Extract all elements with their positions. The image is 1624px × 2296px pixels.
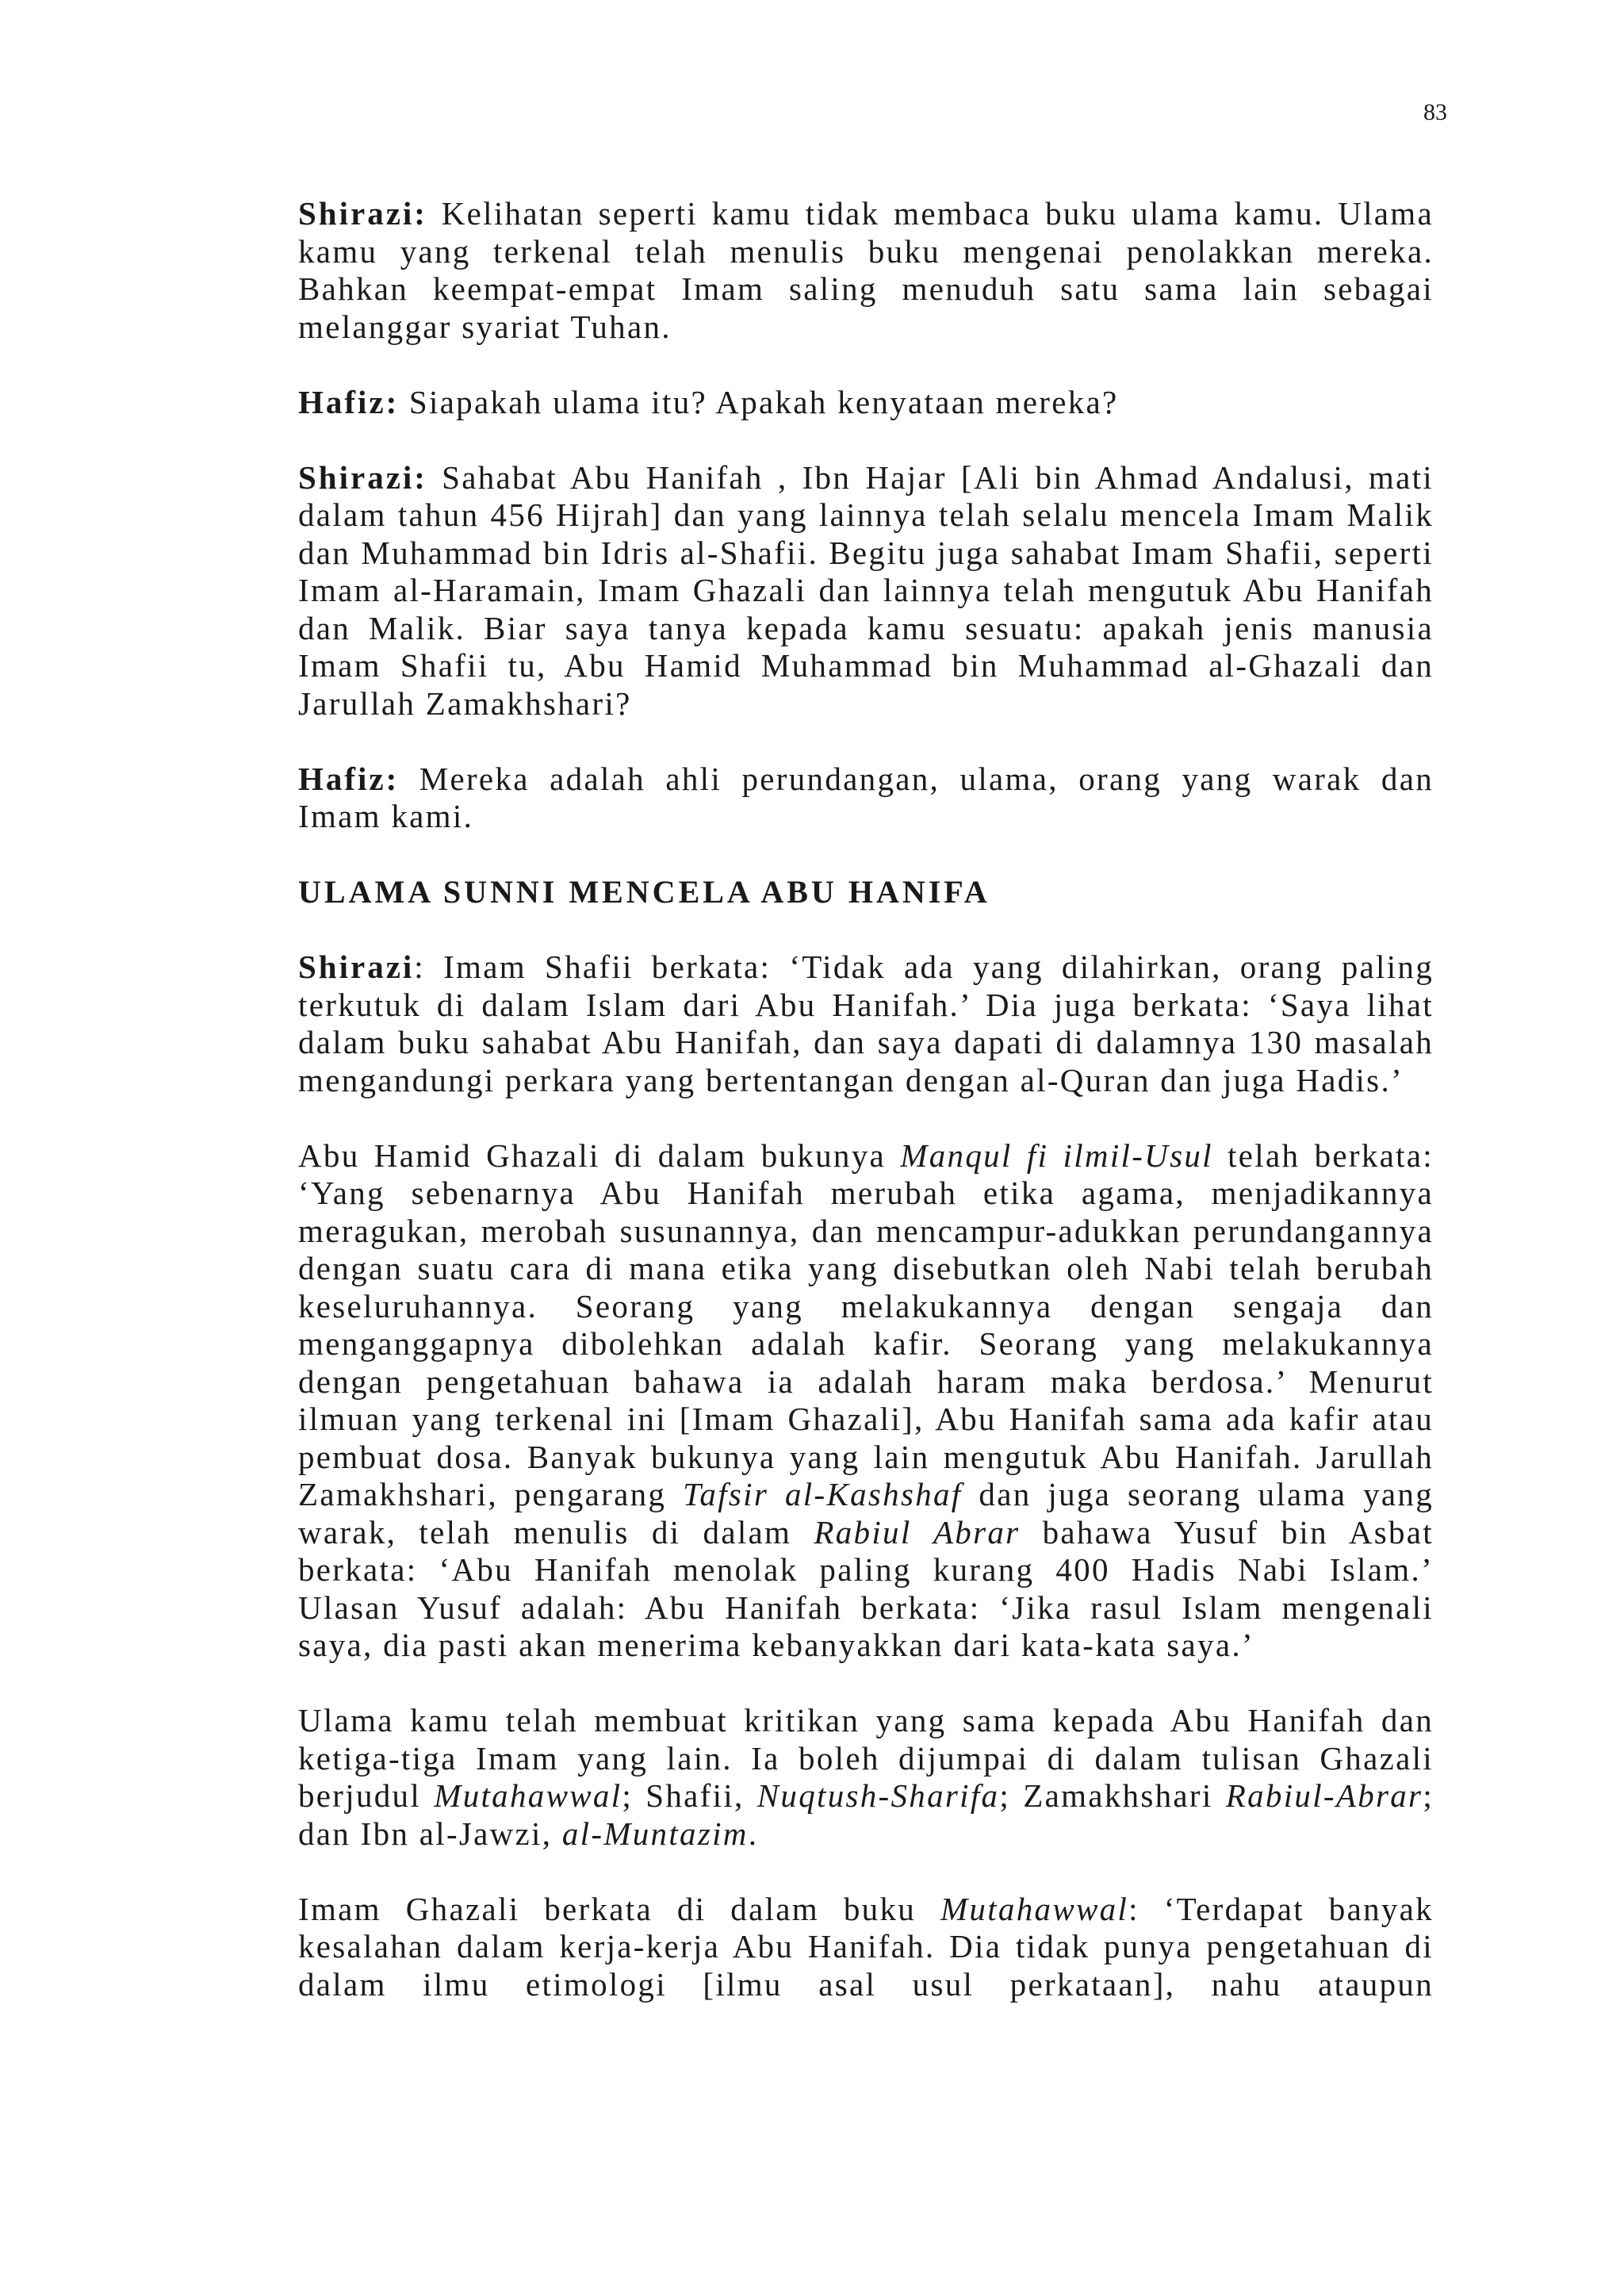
text-run: ; Zamakhshari — [999, 1777, 1226, 1814]
dialogue-text: Kelihatan seperti kamu tidak membaca buku ulama kamu. Ulama kamu yang terkenal telah menulis buku mengenai penolakkan mereka. Bahkan keempat-empat Imam saling menuduh satu sama lain sebagai melanggar syariat Tuhan. — [298, 195, 1434, 345]
dialogue-paragraph-shirazi-3 — [298, 949, 1434, 1099]
dialogue-paragraph-shirazi-2 — [298, 459, 1434, 723]
dialogue-paragraph-shirazi-1 — [298, 195, 1434, 346]
text-run: : ‘Terdapat banyak kesalahan dalam kerja-kerja Abu Hanifah. Dia tidak punya pengetahuan di dalam ilmu etimologi [ilmu asal usul perkataan], nahu ataupun — [298, 1890, 1434, 2003]
dialogue-paragraph-hafiz-1 — [298, 384, 1434, 422]
dialogue-paragraph-hafiz-2 — [298, 761, 1434, 836]
text-run: Abu Hamid Ghazali di dalam bukunya — [298, 1137, 901, 1174]
text-run: Ulama kamu telah membuat kritikan yang sama kepada Abu Hanifah dan ketiga-tiga Imam yang lain. Ia boleh dijumpai di dalam tulisan Ghazali berjudul — [298, 1702, 1434, 1814]
text-run: bahawa Yusuf bin Asbat berkata: ‘Abu Hanifah menolak paling kurang 400 Hadis Nabi Islam.’ Ulasan Yusuf adalah: Abu Hanifah berkata: ‘Jika rasul Islam mengenali saya, dia pasti akan menerima kebanyakkan dari kata-kata saya.’ — [298, 1513, 1434, 1663]
dialogue-text: : Imam Shafii berkata: ‘Tidak ada yang dilahirkan, orang paling terkutuk di dalam Islam dari Abu Hanifah.’ Dia juga berkata: ‘Saya lihat dalam buku sahabat Abu Hanifah, dan saya dapati di dalamnya 130 masalah mengandungi perkara yang bertentangan dengan al-Quran dan juga Hadis.’ — [298, 949, 1434, 1098]
book-title: Tafsir al-Kashshaf — [683, 1476, 963, 1512]
book-title: Nuqtush-Sharifa — [756, 1777, 1000, 1814]
speaker-label: Shirazi — [298, 949, 415, 985]
dialogue-text: Siapakah ulama itu? Apakah kenyataan mereka? — [399, 383, 1119, 420]
text-run: telah berkata: ‘Yang sebenarnya Abu Hanifah merubah etika agama, menjadikannya meragukan, merobah susunannya, dan mencampur-adukkan perundangannya dengan suatu cara di mana etika yang disebutkan oleh Nabi telah berubah keseluruhannya. Seorang yang melakukannya dengan sengaja dan menganggapnya dibolehkan adalah kafir. Seorang yang melakukannya dengan pengetahuan bahawa ia adalah haram maka berdosa.’ Menurut ilmuan yang terkenal ini [Imam Ghazali], Abu Hanifah sama ada kafir atau pembuat dosa. Banyak bukunya yang lain mengutuk Abu Hanifah. Jarullah Zamakhshari, pengarang — [298, 1137, 1434, 1512]
page-number: 83 — [1423, 99, 1447, 125]
speaker-label: Shirazi: — [298, 195, 427, 232]
book-title: Rabiul Abrar — [814, 1513, 1021, 1550]
text-run: dan juga seorang ulama yang warak, telah menulis di dalam — [298, 1476, 1434, 1550]
text-run: ; dan Ibn al-Jawzi, — [298, 1777, 1434, 1852]
book-title: al-Muntazim — [561, 1815, 749, 1852]
speaker-label: Hafiz: — [298, 760, 400, 797]
body-paragraph-mutahawwal — [298, 1891, 1434, 2004]
speaker-label: Hafiz: — [298, 383, 400, 420]
speaker-label: Shirazi: — [298, 458, 427, 496]
page-body — [298, 195, 1434, 2041]
dialogue-text: Sahabat Abu Hanifah , Ibn Hajar [Ali bin Ahmad Andalusi, mati dalam tahun 456 Hijrah] dan yang lainnya telah selalu mencela Imam Malik dan Muhammad bin Idris al-Shafii. Begitu juga sahabat Imam Shafii, seperti Imam al-Haramain, Imam Ghazali dan lainnya telah mengutuk Abu Hanifah dan Malik. Biar saya tanya kepada kamu sesuatu: apakah jenis manusia Imam Shafii tu, Abu Hamid Muhammad bin Muhammad al-Ghazali dan Jarullah Zamakhshari? — [298, 458, 1434, 722]
book-title: Mutahawwal — [434, 1777, 622, 1814]
text-run: ; Shafii, — [622, 1777, 757, 1814]
book-title: Manqul fi ilmil-Usul — [900, 1137, 1213, 1174]
dialogue-text: Mereka adalah ahli perundangan, ulama, orang yang warak dan Imam kami. — [298, 760, 1434, 834]
book-title: Rabiul-Abrar — [1225, 1777, 1423, 1814]
section-heading: ULAMA SUNNI MENCELA ABU HANIFA — [298, 874, 990, 910]
text-run: . — [748, 1815, 759, 1852]
body-paragraph-critics — [298, 1702, 1434, 1853]
body-paragraph-ghazali — [298, 1137, 1434, 1665]
book-title: Mutahawwal — [940, 1890, 1129, 1927]
text-run: Imam Ghazali berkata di dalam buku — [298, 1890, 940, 1927]
